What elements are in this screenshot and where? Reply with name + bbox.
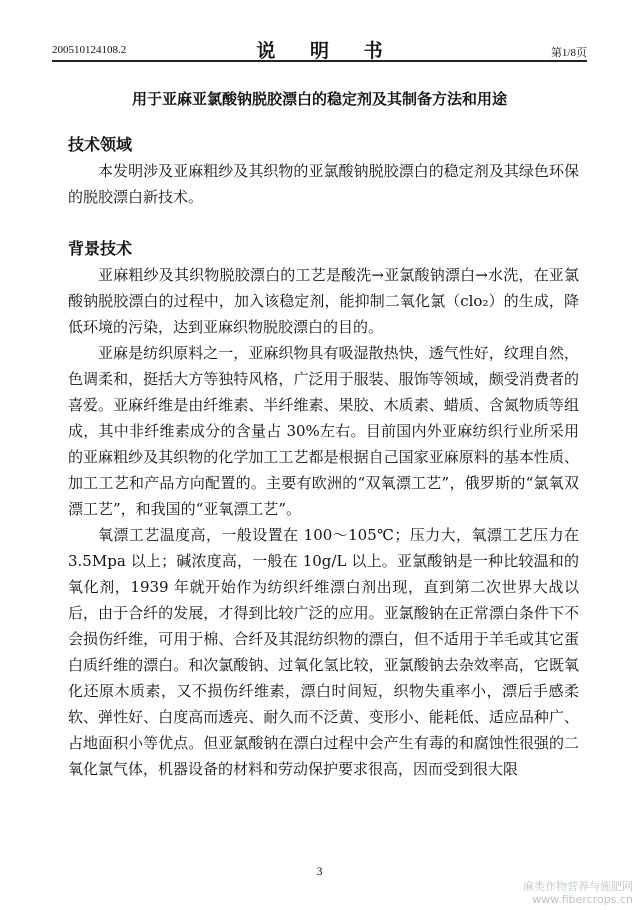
header-title: 说 明 书	[256, 40, 397, 62]
doc-number: 200510124108.2	[52, 44, 127, 56]
watermark-site-name: 麻类作物营养与施肥网	[523, 880, 633, 893]
paragraph: 亚麻是纺织原料之一，亚麻织物具有吸湿散热快，透气性好，纹理自然，色调柔和，挺括大方等独特风格，广泛用于服装、服饰等领域，颇受消费者的喜爱。亚麻纤维是由纤维素、半纤维素、果胶、木质素、蜡质、含氮物质等组成，其中非纤维素成分的含量占 30%左右。目前国内外亚麻纺织行业所采用的亚麻粗纱及其织物的化学加工工艺都是根据自己国家亚麻原料的基本性质、加工工艺和产品方向配置的。主要有欧洲的“双氧漂工艺”，俄罗斯的“氯氧双漂工艺”，和我国的“亚氧漂工艺”。	[68, 344, 579, 518]
section-gap	[68, 210, 579, 236]
paragraph: 亚麻粗纱及其织物脱胶漂白的工艺是酸洗→亚氯酸钠漂白→水洗，在亚氯酸钠脱胶漂白的过程中，加入该稳定剂，能抑制二氧化氯（clo₂）的生成，降低环境的污染，达到亚麻织物脱胶漂白的目的。	[68, 266, 579, 336]
section-heading-background: 背景技术	[68, 239, 133, 258]
watermark	[523, 880, 633, 906]
section-heading-technical-field: 技术领域	[68, 135, 133, 154]
page-indicator: 第1/8页	[550, 47, 587, 59]
document-title: 用于亚麻亚氯酸钠脱胶漂白的稳定剂及其制备方法和用途	[131, 90, 507, 108]
page-header	[52, 36, 587, 62]
document-body	[68, 132, 579, 782]
paragraph: 本发明涉及亚麻粗纱及其织物的亚氯酸钠脱胶漂白的稳定剂及其绿色环保的脱胶漂白新技术。	[68, 162, 579, 206]
page-number: 3	[316, 864, 323, 878]
watermark-url: www.fibercrops.cn	[532, 893, 633, 906]
paragraph: 氧漂工艺温度高，一般设置在 100～105℃；压力大，氧漂工艺压力在3.5Mpa 以上；碱浓度高，一般在 10g/L 以上。亚氯酸钠是一种比较温和的氧化剂，1939 年就开始作为纺织纤维漂白剂出现，直到第二次世界大战以后，由于合纤的发展，才得到比较广泛的应用。亚氯酸钠在正常漂白条件下不会损伤纤维，可用于棉、合纤及其混纺织物的漂白，但不适用于羊毛或其它蛋白质纤维的漂白。和次氯酸钠、过氧化氢比较，亚氯酸钠去杂效率高，它既氧化还原木质素，又不损伤纤维素，漂白时间短，织物失重率小，漂后手感柔软、弹性好、白度高而透亮、耐久而不泛黄、变形小、能耗低、适应品种广、占地面积小等优点。但亚氯酸钠在漂白过程中会产生有毒的和腐蚀性很强的二氧化氯气体，机器设备的材料和劳动保护要求很高，因而受到很大限	[68, 526, 579, 778]
